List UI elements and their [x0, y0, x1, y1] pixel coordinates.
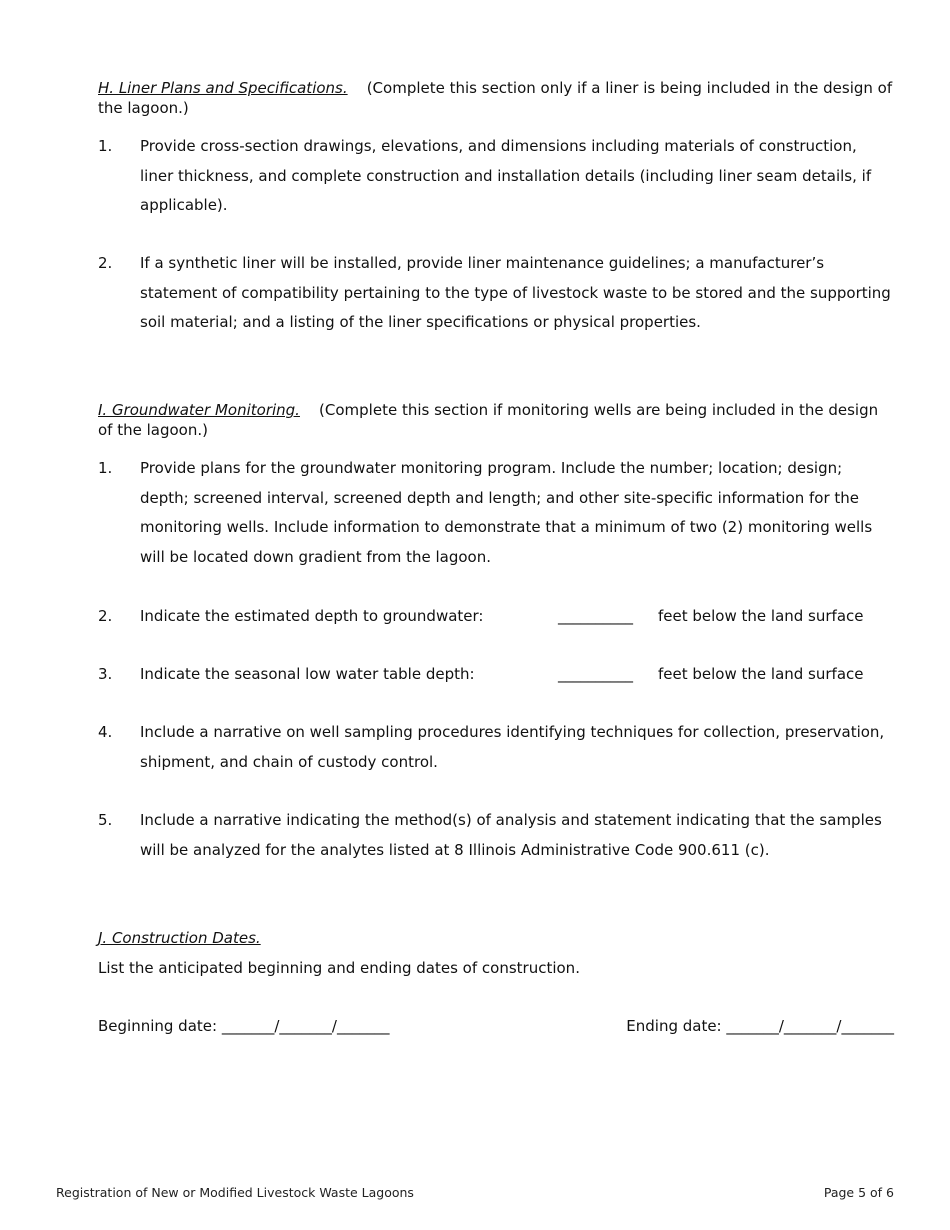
section-i-header: [98, 400, 894, 440]
section-i-item-4: [98, 718, 894, 777]
section-j-header: [98, 928, 894, 948]
item-text: Provide plans for the groundwater monitoring program. Include the number; location; design; depth; screened interval, screened depth and length; and other site-specific information for the monitoring wells. Include information to demonstrate that a minimum of two (2) monitoring wells will be located down gradient from the lagoon.: [140, 459, 873, 566]
groundwater-depth-input[interactable]: __________: [558, 607, 633, 625]
field-label: Indicate the estimated depth to groundwater:: [140, 607, 484, 625]
item-number: 2.: [98, 254, 113, 272]
item-number: 5.: [98, 811, 113, 829]
item-number: 4.: [98, 723, 113, 741]
section-i-note: (Complete this section if monitoring wells are being included in the design of the lagoon.): [98, 401, 879, 439]
ending-date-field[interactable]: Ending date: _______/_______/_______: [626, 1017, 894, 1035]
item-text: Include a narrative indicating the method(s) of analysis and statement indicating that the samples will be analyzed for the analytes listed at 8 Illinois Administrative Code 900.611 (c).: [140, 811, 882, 859]
section-h-item-2: [98, 249, 894, 338]
footer-document-title: Registration of New or Modified Livestock Waste Lagoons: [56, 1185, 414, 1200]
beginning-date-field[interactable]: Beginning date: _______/_______/_______: [98, 1017, 390, 1035]
section-h-header: [98, 78, 894, 118]
section-i-item-5: [98, 806, 894, 865]
section-h-note: (Complete this section only if a liner is being included in the design of the lagoon.): [98, 79, 893, 117]
construction-dates-row: [98, 1016, 894, 1036]
field-label: Indicate the seasonal low water table depth:: [140, 665, 475, 683]
item-text: Provide cross-section drawings, elevations, and dimensions including materials of construction, liner thickness, and complete construction and installation details (including liner seam details, if applicable).: [140, 137, 872, 214]
section-i-item-1: [98, 454, 894, 572]
field-unit: feet below the land surface: [658, 607, 864, 625]
item-number: 2.: [98, 607, 113, 625]
section-j-instruction: List the anticipated beginning and ending dates of construction.: [98, 959, 580, 977]
section-j-title: J. Construction Dates.: [98, 929, 261, 947]
item-number: 1.: [98, 137, 113, 155]
footer-page-number: Page 5 of 6: [823, 1185, 894, 1200]
section-h-item-1: [98, 132, 894, 221]
section-h-title: H. Liner Plans and Specifications.: [98, 79, 348, 97]
field-unit: feet below the land surface: [658, 665, 864, 683]
item-text: Include a narrative on well sampling procedures identifying techniques for collection, preservation, shipment, and chain of custody control.: [140, 723, 885, 771]
water-table-depth-input[interactable]: __________: [558, 665, 633, 683]
item-number: 3.: [98, 665, 113, 683]
item-text: If a synthetic liner will be installed, provide liner maintenance guidelines; a manufacturer’s statement of compatibility pertaining to the type of livestock waste to be stored and the supporting soil material; and a listing of the liner specifications or physical properties.: [140, 254, 891, 331]
groundwater-depth-field: [98, 606, 894, 626]
item-number: 1.: [98, 459, 113, 477]
section-i-title: I. Groundwater Monitoring.: [98, 401, 300, 419]
water-table-depth-field: [98, 664, 894, 684]
